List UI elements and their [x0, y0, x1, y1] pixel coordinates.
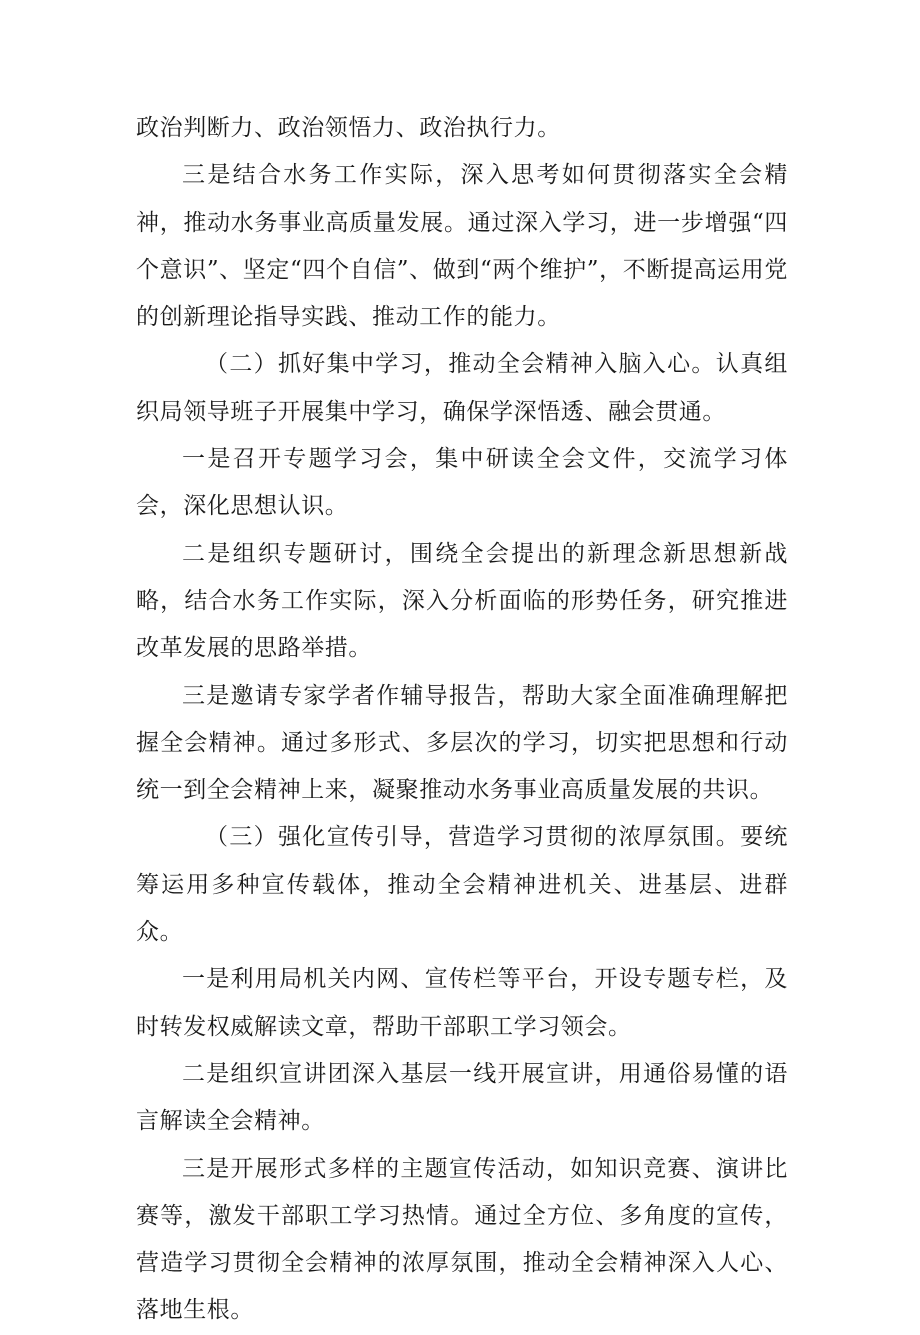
paragraph-continuation: 政治判断力、政治领悟力、政治执行力。 [136, 115, 561, 141]
section-heading-three: （三）强化宣传引导，营造学习贯彻的浓厚氛围。要统筹运用多种宣传载体，推动全会精神进机关、进基层、进群众。 [136, 824, 788, 946]
paragraph-item-three: 三是结合水务工作实际，深入思考如何贯彻落实全会精神，推动水务事业高质量发展。通过深入学习，进一步增强“四个意识”、坚定“四个自信”、做到“两个维护”，不断提高运用党的创新理论指导实践、推动工作的能力。 [136, 162, 788, 331]
paragraph-item-two: 二是组织专题研讨，围绕全会提出的新理念新思想新战略，结合水务工作实际，深入分析面临的形势任务，研究推进改革发展的思路举措。 [136, 540, 788, 662]
paragraph-item-two: 二是组织宣讲团深入基层一线开展宣讲，用通俗易懂的语言解读全会精神。 [136, 1060, 788, 1135]
document-body [136, 105, 788, 1335]
paragraph-item-three: 三是邀请专家学者作辅导报告，帮助大家全面准确理解把握全会精神。通过多形式、多层次的学习，切实把思想和行动统一到全会精神上来，凝聚推动水务事业高质量发展的共识。 [136, 682, 788, 804]
paragraph-item-three: 三是开展形式多样的主题宣传活动，如知识竞赛、演讲比赛等，激发干部职工学习热情。通过全方位、多角度的宣传，营造学习贯彻全会精神的浓厚氛围，推动全会精神深入人心、落地生根。 [136, 1155, 788, 1324]
paragraph-item-one: 一是利用局机关内网、宣传栏等平台，开设专题专栏，及时转发权威解读文章，帮助干部职工学习领会。 [136, 966, 788, 1040]
paragraph-item-one: 一是召开专题学习会，集中研读全会文件，交流学习体会，深化思想认识。 [136, 446, 788, 520]
section-heading-two: （二）抓好集中学习，推动全会精神入脑入心。认真组织局领导班子开展集中学习，确保学深悟透、融会贯通。 [136, 351, 788, 425]
